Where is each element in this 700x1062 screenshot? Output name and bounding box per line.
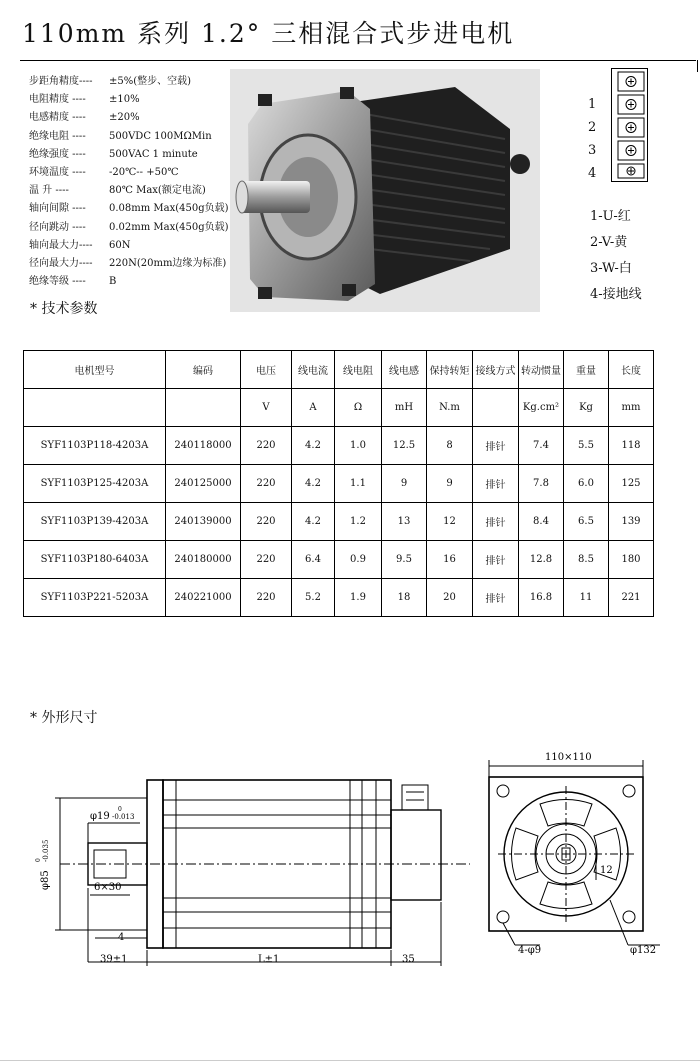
table-row <box>24 579 654 617</box>
terminal-number: 2 <box>588 120 597 135</box>
table-header: 电机型号 <box>24 351 166 389</box>
spec-row: 绝缘电阻 ---- 500VDC 100MΩMin <box>29 130 212 142</box>
spec-row: 轴向间隙 ---- 0.08mm Max(450g负载) <box>29 203 229 215</box>
motor-photo <box>230 69 540 312</box>
dim-flange: 110×110 <box>545 752 592 763</box>
table-cell: 1.1 <box>335 465 382 503</box>
table-cell: 12.8 <box>519 541 564 579</box>
table-cell: 排针 <box>473 503 519 541</box>
table-cell: 11 <box>564 579 609 617</box>
spec-row: 径向最大力---- 220N(20mm边缘为标准) <box>29 258 227 270</box>
table-cell: 20 <box>427 579 473 617</box>
table-unit: mH <box>382 389 427 427</box>
table-cell: 6.0 <box>564 465 609 503</box>
terminal-number: 1 <box>588 97 597 112</box>
dim-shaft-len: 39±1 <box>100 954 128 965</box>
spec-row: 绝缘强度 ---- 500VAC 1 minute <box>29 148 198 160</box>
dim-rear-len: 35 <box>402 954 415 965</box>
table-cell: 240125000 <box>166 465 241 503</box>
table-cell: 12.5 <box>382 427 427 465</box>
table-cell: 0.9 <box>335 541 382 579</box>
table-header: 线电感 <box>382 351 427 389</box>
table-cell: 排针 <box>473 541 519 579</box>
table-cell: 4.2 <box>292 427 335 465</box>
table-cell: 139 <box>609 503 654 541</box>
table-unit: A <box>292 389 335 427</box>
table-cell: 7.8 <box>519 465 564 503</box>
table-cell: SYF1103P221-5203A <box>24 579 166 617</box>
table-unit <box>24 389 166 427</box>
table-row <box>24 503 654 541</box>
dim-bolt-circle: φ132 <box>630 945 657 956</box>
table-cell: 排针 <box>473 579 519 617</box>
table-row <box>24 541 654 579</box>
table-units-row <box>24 389 654 427</box>
table-cell: 7.4 <box>519 427 564 465</box>
table-unit <box>166 389 241 427</box>
spec-row: 绝缘等级 ---- B <box>29 276 117 288</box>
pin-legend-item: 2-V-黄 <box>590 235 628 250</box>
table-row <box>24 427 654 465</box>
outline-drawing <box>0 740 700 1060</box>
table-cell: 5.5 <box>564 427 609 465</box>
table-cell: 9 <box>427 465 473 503</box>
terminal-screws <box>612 69 646 180</box>
dim-pilot-tol-top: 0 <box>35 858 42 862</box>
table-header: 保持转矩 <box>427 351 473 389</box>
table-cell: 16.8 <box>519 579 564 617</box>
table-cell: 4.2 <box>292 465 335 503</box>
table-cell: 125 <box>609 465 654 503</box>
table-cell: 180 <box>609 541 654 579</box>
motor-spec-table <box>23 350 654 617</box>
dim-key: 6×30 <box>94 882 122 893</box>
table-cell: 排针 <box>473 465 519 503</box>
table-cell: 1.0 <box>335 427 382 465</box>
tech-params-heading: * 技术参数 <box>30 301 98 317</box>
table-cell: 排针 <box>473 427 519 465</box>
table-cell: 1.9 <box>335 579 382 617</box>
table-cell: SYF1103P139-4203A <box>24 503 166 541</box>
motor-illustration <box>230 69 540 312</box>
spec-row: 温 升 ---- 80℃ Max(额定电流) <box>29 185 206 197</box>
table-cell: 8 <box>427 427 473 465</box>
dim-bolt-holes: 4-φ9 <box>518 945 542 956</box>
table-cell: 13 <box>382 503 427 541</box>
table-unit: mm <box>609 389 654 427</box>
table-cell: 16 <box>427 541 473 579</box>
pin-legend-item: 4-接地线 <box>590 287 642 302</box>
dim-step: 4 <box>118 932 125 943</box>
table-cell: 18 <box>382 579 427 617</box>
table-cell: 220 <box>241 427 292 465</box>
table-cell: 240221000 <box>166 579 241 617</box>
table-cell: 220 <box>241 503 292 541</box>
table-cell: 220 <box>241 465 292 503</box>
dim-bore: 12 <box>600 865 613 876</box>
dim-pilot-tol: -0.035 <box>42 839 50 862</box>
terminal-number: 4 <box>588 166 597 181</box>
table-cell: 5.2 <box>292 579 335 617</box>
table-cell: 6.5 <box>564 503 609 541</box>
title-divider <box>20 60 696 61</box>
pin-legend <box>590 204 642 308</box>
page-title: 110mm 系列 1.2° 三相混合式步进电机 <box>22 19 515 48</box>
table-cell: 9.5 <box>382 541 427 579</box>
corner-mark <box>697 60 698 72</box>
spec-row: 轴向最大力---- 60N <box>29 239 131 251</box>
spec-row: 电阻精度 ---- ±10% <box>29 94 140 106</box>
table-header: 线电阻 <box>335 351 382 389</box>
table-cell: 8.4 <box>519 503 564 541</box>
table-cell: 6.4 <box>292 541 335 579</box>
table-cell: SYF1103P180-6403A <box>24 541 166 579</box>
table-cell: 220 <box>241 541 292 579</box>
table-unit: N.m <box>427 389 473 427</box>
table-unit: Kg.cm² <box>519 389 564 427</box>
table-header: 长度 <box>609 351 654 389</box>
table-header: 电压 <box>241 351 292 389</box>
spec-row: 步距角精度---- ±5%(整步、空载) <box>29 76 192 87</box>
table-cell: 240118000 <box>166 427 241 465</box>
table-cell: 220 <box>241 579 292 617</box>
spec-row: 电感精度 ---- ±20% <box>29 112 140 124</box>
dim-shaft-tol-top: 0 <box>118 806 122 813</box>
spec-list <box>29 73 229 291</box>
dim-shaft-tol: -0.013 <box>112 813 135 821</box>
table-cell: 1.2 <box>335 503 382 541</box>
dim-pilot-dia: φ85 <box>40 870 51 890</box>
outline-heading: * 外形尺寸 <box>30 710 98 726</box>
pin-legend-item: 1-U-红 <box>590 209 631 224</box>
table-unit: Kg <box>564 389 609 427</box>
table-unit <box>473 389 519 427</box>
table-cell: 240180000 <box>166 541 241 579</box>
terminal-block <box>611 68 648 182</box>
table-unit: Ω <box>335 389 382 427</box>
dim-shaft-dia: φ19 <box>90 811 110 822</box>
table-cell: 118 <box>609 427 654 465</box>
table-cell: 8.5 <box>564 541 609 579</box>
table-header: 编码 <box>166 351 241 389</box>
table-cell: 9 <box>382 465 427 503</box>
table-cell: 221 <box>609 579 654 617</box>
pin-legend-item: 3-W-白 <box>590 261 632 276</box>
dim-body-len: L±1 <box>258 954 280 965</box>
table-cell: SYF1103P125-4203A <box>24 465 166 503</box>
table-header: 重量 <box>564 351 609 389</box>
terminal-number: 3 <box>588 143 597 158</box>
table-header: 接线方式 <box>473 351 519 389</box>
table-cell: SYF1103P118-4203A <box>24 427 166 465</box>
table-cell: 12 <box>427 503 473 541</box>
bottom-divider <box>0 1060 700 1061</box>
table-cell: 240139000 <box>166 503 241 541</box>
spec-row: 径向跳动 ---- 0.02mm Max(450g负载) <box>29 221 229 233</box>
table-header: 线电流 <box>292 351 335 389</box>
table-cell: 4.2 <box>292 503 335 541</box>
spec-row: 环境温度 ---- -20℃-- +50℃ <box>29 167 179 179</box>
table-unit: V <box>241 389 292 427</box>
table-header: 转动惯量 <box>519 351 564 389</box>
table-header-row <box>24 351 654 389</box>
table-row <box>24 465 654 503</box>
